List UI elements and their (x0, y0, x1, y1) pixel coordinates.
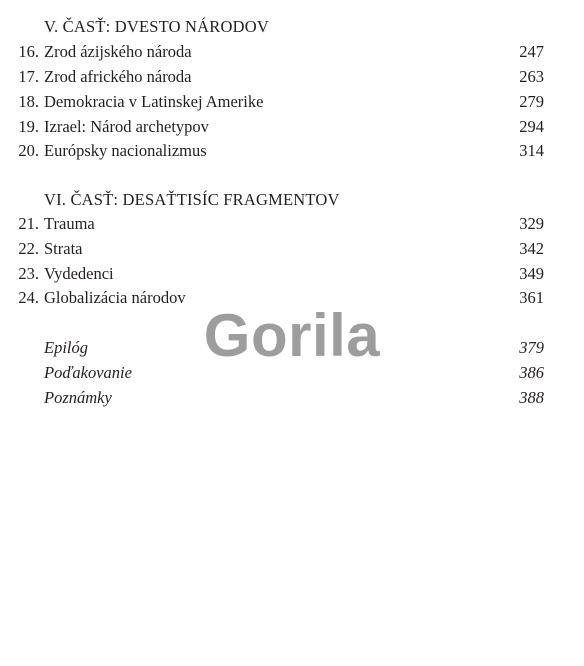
page-number: 263 (519, 67, 544, 86)
chapter-number: 19. (18, 117, 39, 136)
watermark-logo: Gorila (203, 302, 381, 369)
chapter-title: Európsky nacionalizmus (44, 141, 207, 160)
toc-entry (0, 65, 584, 89)
section-title-v: V. ČASŤ: DVESTO NÁRODOV (44, 17, 269, 36)
toc-entry (0, 286, 584, 310)
page-number: 379 (519, 338, 544, 357)
toc-entry-epilogue (0, 336, 584, 360)
toc-entry (0, 262, 584, 286)
page-number: 386 (519, 363, 544, 382)
chapter-title: Trauma (44, 214, 95, 233)
page-number: 279 (519, 92, 544, 111)
chapter-number: 21. (18, 214, 39, 233)
chapter-title: Demokracia v Latinskej Amerike (44, 92, 264, 111)
page-number: 294 (519, 117, 544, 136)
toc-entry (0, 90, 584, 114)
chapter-title: Vydedenci (44, 264, 114, 283)
chapter-number: 17. (18, 67, 39, 86)
page-number: 247 (519, 42, 544, 61)
toc-entry (0, 40, 584, 64)
chapter-number: 22. (18, 239, 39, 258)
page-number: 388 (519, 388, 544, 407)
chapter-title: Globalizácia národov (44, 288, 186, 307)
back-matter-title: Poznámky (44, 388, 112, 407)
chapter-number: 23. (18, 264, 39, 283)
chapter-title: Zrod afrického národa (44, 67, 192, 86)
chapter-title: Zrod ázijského národa (44, 42, 192, 61)
toc-entry (0, 115, 584, 139)
back-matter-title: Epilóg (44, 338, 88, 357)
toc-entry (0, 212, 584, 236)
back-matter-title: Poďakovanie (44, 363, 132, 382)
page-number: 314 (519, 141, 544, 160)
chapter-number: 16. (18, 42, 39, 61)
toc-entry-acknowledgements (0, 361, 584, 385)
page-number: 329 (519, 214, 544, 233)
toc-entry (0, 237, 584, 261)
chapter-title: Izrael: Národ archetypov (44, 117, 209, 136)
toc-entry (0, 139, 584, 163)
page-number: 349 (519, 264, 544, 283)
page-number: 361 (519, 288, 544, 307)
section-title-vi: VI. ČASŤ: DESAŤTISÍC FRAGMENTOV (44, 190, 340, 209)
chapter-title: Strata (44, 239, 83, 258)
chapter-number: 20. (18, 141, 39, 160)
chapter-number: 18. (18, 92, 39, 111)
page-number: 342 (519, 239, 544, 258)
toc-entry-notes (0, 386, 584, 410)
chapter-number: 24. (18, 288, 39, 307)
